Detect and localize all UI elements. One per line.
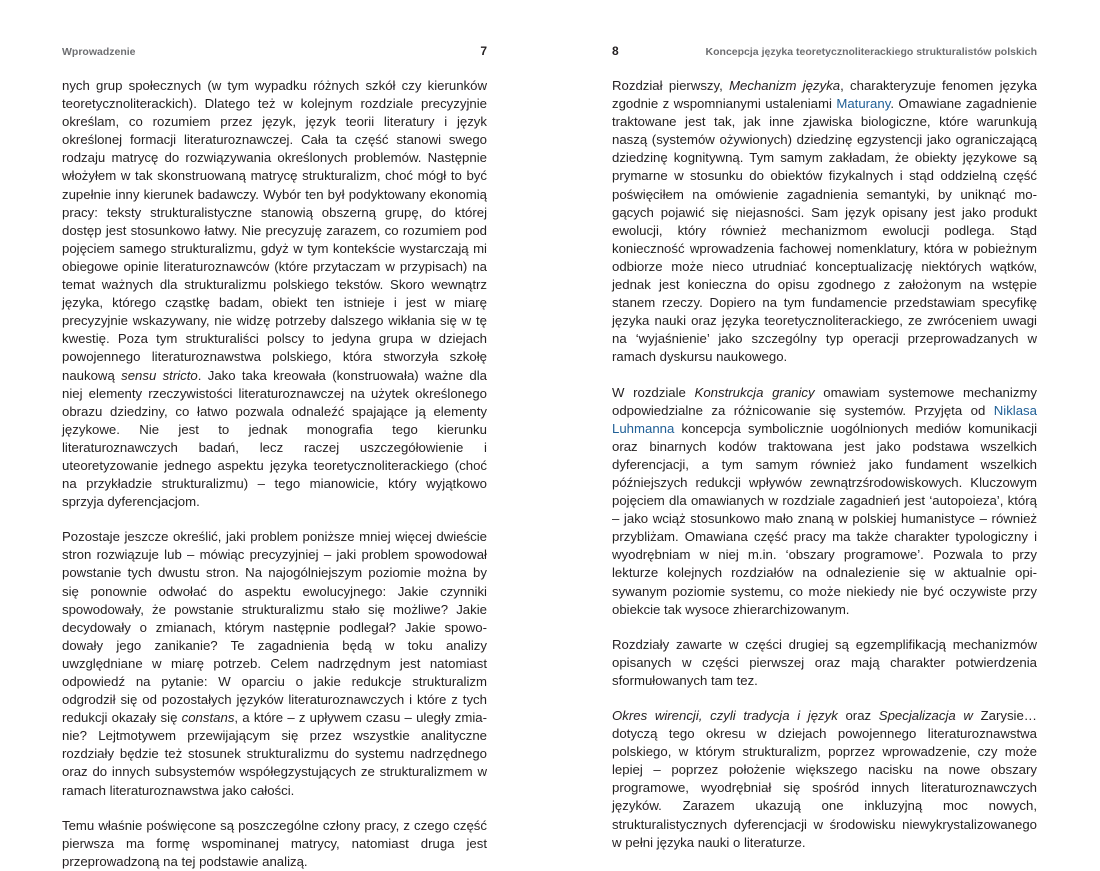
paragraph: [612, 707, 1037, 852]
italic-text: Okres wirencji, czyli tradycja i język: [612, 708, 838, 723]
text-run: Rozdział pierwszy,: [612, 78, 730, 93]
running-head: Wprowadzenie: [62, 46, 136, 58]
text-run: nych grup społecznych (w tym wypadku różnych szkół czy kierunków teoretycznoliterackich). Dlatego też w kolejnym rozdziale precyzyjnie określam, co rozumiem przez język, język teorii literatury i język określonej formacji literaturoznawczej. Cała ta część stanowi swego rodzaju matrycę do rozwiązywania określonych problemów. Następnie włożyłem w tak skonstruowaną matrycę strukturalizm, choć mógł to być zupełnie inny kierunek badawczy. Wybór ten był podyktowany ekonomią pracy: teksty strukturalistyczne stanowią obszerną grupę, do której dostęp jest stosunkowo łatwy. Nie precyzuję zarazem, co rozumiem pod pojęciem samego strukturalizmu, gdyż w tym kontekście wystarczają mi obiegowe opinie literaturoznawców (które przytaczam w przypisach) na temat ważnych dla strukturalizmu polskiego tekstów. Skoro wewnątrz języka, którego cząstkę badam, obiekt ten istnieje i jest w miarę precyzyjnie wskazywany, nie widzę potrzeby dalszego wikłania się w tę kwestię. Poza tym strukturaliści polscy to jedyna grupa w dziejach powojennego literaturoznawstwa polskiego, która stworzyła szkołę naukową: [62, 78, 487, 383]
left-page-header: [62, 44, 487, 58]
right-page-body: [612, 77, 1037, 852]
right-page: [550, 0, 1100, 850]
page-number: 7: [480, 44, 487, 58]
italic-text: constans: [181, 710, 235, 726]
left-page-body: [62, 77, 487, 871]
running-head: Koncepcja języka teoretycznoliterackiego strukturalistów polskich: [705, 46, 1037, 58]
text-run: Zarysie… dotyczą tego okresu w dziejach powojennego literaturoznawstwa polskiego, w którym strukturalizm, poprzez wprowadzenie, czy może lepiej – poprzez położenie większego nacisku na nowe obszary programowe, wyodrębniał się spośród innych literaturoznawczych języków. Zarazem ukazują one inkluzyjną moc nowych, strukturalistycznych dyferencjacji w środowisku niewykrystalizowanego w pełni języka nauki o literaturze.: [612, 708, 1037, 850]
text-run: . Jako taka kreowała (konstruowała) ważne dla niej elementy rzeczywistości literaturoznawczej na użytek określonego obrazu dziedziny, co łatwo pozwala odnaleźć spajające ją elementy językowe. Nie jest to jednak monografia tego kierunku literaturoznawczych badań, lecz raczej uszczegółowienie i uteoretyzowanie jednego aspektu języka teoretycznoliterackiego (choć na przykładzie strukturalizmu) – tego mianowicie, który wyjątkowo sprzyja dyferencjacjom.: [62, 367, 487, 510]
paragraph: [612, 384, 1037, 619]
italic-text: sensu stricto: [121, 367, 198, 383]
text-run: Rozdziały zawarte w części drugiej są egzemplifikacją mechanizmów opisanych w części pierwszej oraz mają charakter potwierdzenia sformułowanych tam tez.: [612, 636, 1037, 688]
text-run: omawiam systemowe mechanizmy odpowiedzialne za różnicowanie się systemów. Przyjęta od: [612, 384, 1037, 418]
italic-text: Specjalizacja w: [878, 708, 973, 723]
text-run: Pozostaje jeszcze określić, jaki problem poniższe mniej więcej dwieście stron rozwiązuje lub – mówiąc precyzyjniej – jaki problem spowodował powstanie tych dwustu stron. Na najogólniejszym poziomie można by się ponownie odwołać do aspektu ewolucyjnego: Jakie czynniki spowodowały, że powstanie strukturalizmu stało się możliwe? Jakie decydowały o zmianach, którym następnie podlegał? Jakie spowodowały jego zanikanie? Te zagadnienia będą w toku analizy uwzględniane w miarę potrzeb. Celem nadrzędnym jest natomiast odpowiedź na pytanie: W oparciu o jakie redukcje strukturalizm odgrodził się od pozostałych języków literaturoznawczych i które z tych redukcji okazały się: [62, 529, 487, 726]
left-page: [0, 0, 550, 869]
italic-text: Mechanizm języka: [729, 78, 841, 93]
name-link[interactable]: Maturany: [836, 96, 891, 112]
text-run: . Omawiane zagadnienie traktowane jest tak, jak inne zjawiska biologiczne, które warunkują naszą (systemów ożywionych) dziedzinę egzystencji jako ograniczającą dziedzinę kognitywną. Tym samym zakładam, że obiekty językowe są prymarne w stosunku do obiektów fizykalnych i stąd oddzielną część poświęciłem na omówienie zagadnienia semantyki, by uniknąć mogących pojawić się niejasności. Sam język opisany jest jako produkt ewolucji, który również mechanizmom ewolucji podlega. Stąd konieczność wprowadzenia fachowej nomenklatury, która w pobieżnym odbiorze może nieco utrudniać konceptualizację niektórych wątków, jednak jest konieczna do opisu zgodnego z założonym na wstępie stanem rzeczy. Dopiero na tym fundamencie przedstawiam specyfikę języka nauki oraz języka teoretycznoliterackiego, ze zwróceniem uwagi na ‘wyjaśnienie’ jako szczególny typ operacji przeprowadzanych w ramach dyskursu naukowego.: [612, 96, 1037, 365]
text-run: Temu właśnie poświęcone są poszczególne człony pracy, z czego część pierwsza ma formę wspominanej matrycy, natomiast druga jest przeprowadzoną na tej podstawie analizą.: [62, 817, 487, 869]
paragraph: [612, 636, 1037, 690]
text-run: oraz: [837, 708, 879, 723]
paragraph: [62, 528, 487, 799]
text-run: , a które – z upływem czasu – uległy zmianie? Lejtmotywem przewijającym się przez wszystkie analityczne rozdziały będzie też stosunek strukturalizmu do systemu nadrzędnego oraz do innych subsystemów współegzystujących ze strukturalizmem w ramach literaturoznawstwa jako całości.: [62, 710, 487, 798]
paragraph: [62, 817, 487, 871]
text-run: , charakteryzuje fenomen języka zgodnie z wspomnianymi ustaleniami: [612, 78, 1037, 112]
text-run: koncepcja symbolicznie uogólnionych mediów komunikacji oraz binarnych kodów traktowana jest jako podstawa wszelkich dyferencjacji, a tym samym również jako fundament wszelkich późniejszych redukcji wpływów zewnątrzśrodowiskowych. Kluczowym pojęciem dla omawianych w rozdziale zagadnień jest ‘autopoieza’, którą – jako wciąż stosunkowo mało znaną w polskiej humanistyce – również przybliżam. Omawiana część pracy ma także charakter typologiczny i wyodrębniam w niej m.in. ‘obszary programowe’. Pozwala to przy lekturze kolejnych rozdziałów na odnalezienie się w aktualnie opisywanym poziomie systemu, co może niekiedy nie być oczywiste przy obiekcie tak wysoce zhierarchizowanym.: [612, 420, 1037, 617]
text-run: W rozdziale: [612, 384, 695, 400]
italic-text: Konstrukcja granicy: [694, 384, 815, 400]
paragraph: [612, 77, 1037, 367]
paragraph: [62, 77, 487, 511]
name-link[interactable]: Niklasa Luhmanna: [612, 402, 1037, 436]
right-page-header: [612, 44, 1037, 58]
page-number: 8: [612, 44, 619, 58]
